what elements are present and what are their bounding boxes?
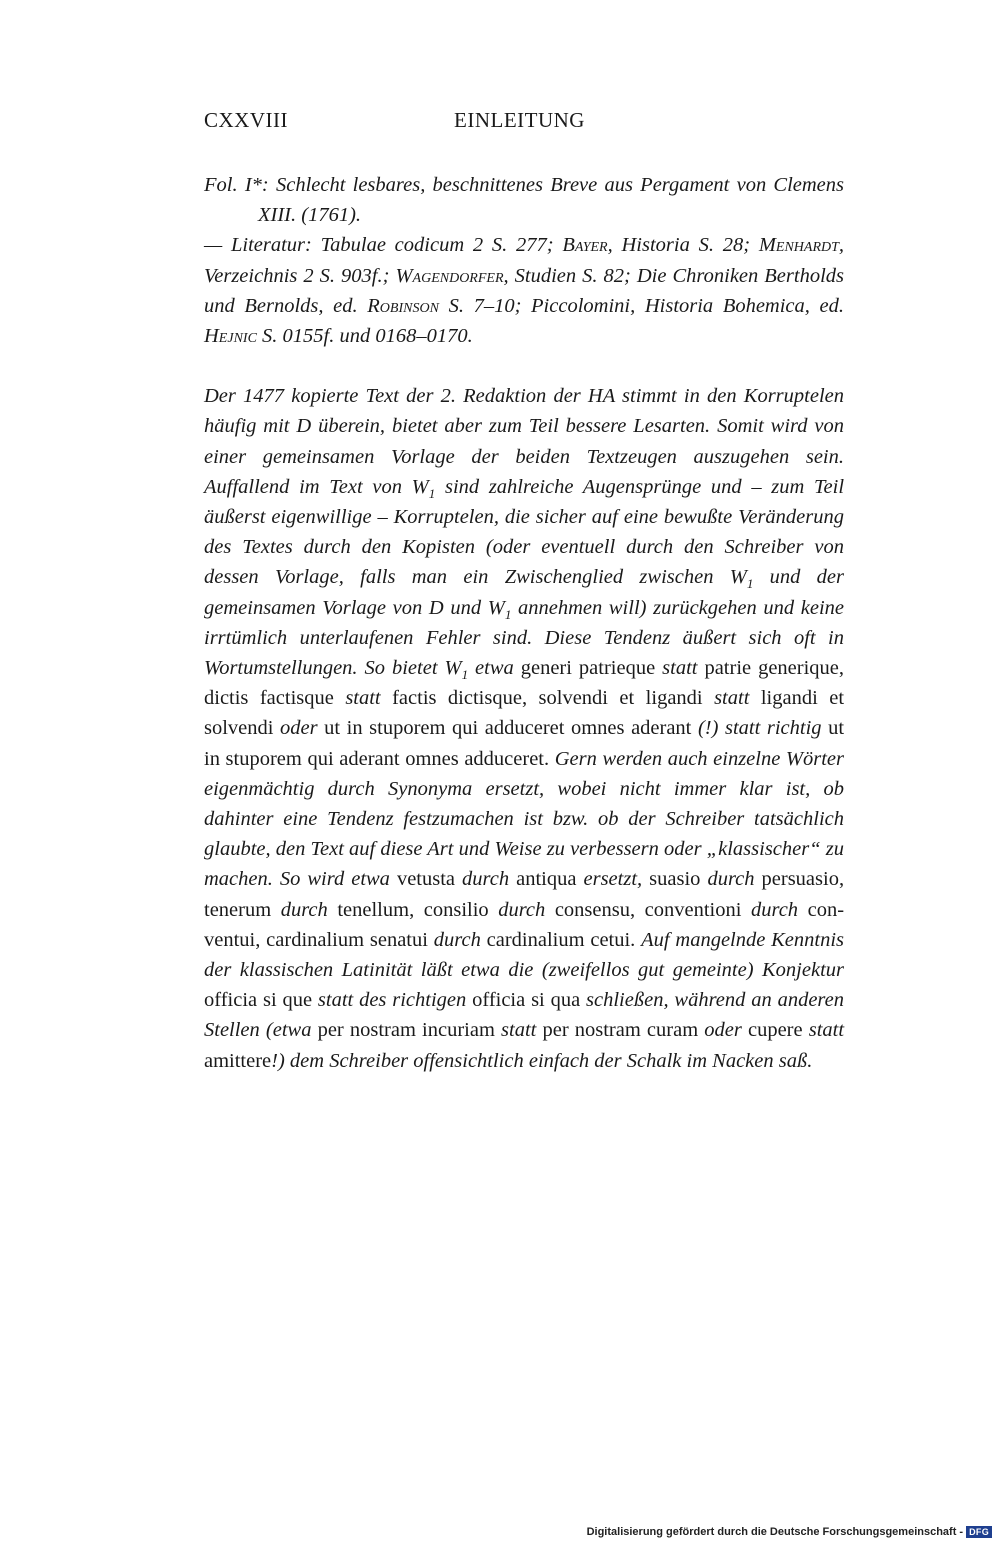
author-hejnic: Hejnic <box>204 325 257 348</box>
dfg-logo: DFG <box>966 1526 992 1538</box>
body-text: annehmen will) zurückgehen und keine irrtümlich unterlaufenen Fehler sind. Diese Tendenz äußert sich oft in Wortumstellungen. So bietet W <box>204 596 845 680</box>
footer-credit: Digitalisierung gefördert durch die Deutsche Forschungsgemeinschaft - <box>586 1526 964 1538</box>
body-text: etwa <box>475 657 514 680</box>
body-text: schließen, während an anderen Stellen (etwa <box>204 989 844 1042</box>
body-paragraph <box>204 381 844 1076</box>
body-text: Gern werden auch einzelne Wörter eigenmächtig durch Synonyma ersetzt, wobei nicht immer klar ist, ob dahinter eine Tendenz festzumachen ist bzw. ob der Schreiber tatsächlich glaubte, den Text auf diese Art und Weise zu verbessern oder „klassischer“ zu machen. So wird etwa <box>204 747 845 891</box>
body-text: ersetzt, <box>583 868 643 891</box>
body-text: Auf mangelnde Kenntnis der klassischen Latinität läßt etwa die (zweifellos gut gemeinte) Konjektur <box>204 928 845 982</box>
subscript: 1 <box>461 667 469 683</box>
body-text: und der gemeinsamen Vorlage von D und W <box>204 566 844 619</box>
body-text: statt <box>662 657 698 680</box>
page-number: CXXVIII <box>204 108 288 132</box>
latin-quote: officia si que <box>204 989 313 1012</box>
literature-text: — Literatur: Tabulae codicum 2 S. 277; <box>204 234 554 257</box>
body-text: statt des richtigen <box>317 989 467 1012</box>
latin-quote: cupere <box>747 1019 803 1042</box>
literature-text: S. 0155f. und 0168–0170. <box>262 325 473 348</box>
latin-quote: patrie generique, dictis factisque <box>204 657 845 710</box>
latin-quote: ligandi et solvendi <box>204 687 845 740</box>
literature-text: , Studien S. 82; Die Chroniken Bertholds und Bernolds, ed. <box>204 264 844 317</box>
latin-quote: officia si qua <box>472 989 581 1012</box>
latin-quote: tenellum, consilio <box>337 898 489 921</box>
body-text: durch <box>750 898 799 921</box>
page-header <box>204 108 844 138</box>
fol-description: Schlecht lesbares, beschnittenes Breve aus Pergament von Clemens XIII. (1761). <box>258 174 845 227</box>
latin-quote: ut in stuporem qui adduceret omnes aderant <box>324 717 692 740</box>
author-wagendorfer: Wagendorfer <box>395 264 504 287</box>
latin-quote: antiqua <box>516 868 577 891</box>
author-robinson: Robinson <box>367 294 439 317</box>
body-text: statt <box>714 687 750 710</box>
latin-quote: cardinalium cetui. <box>486 928 636 951</box>
latin-quote: amittere <box>204 1049 272 1072</box>
body-text: durch <box>280 898 328 921</box>
latin-quote: per nostram curam <box>542 1019 699 1042</box>
body-text: durch <box>433 928 481 951</box>
body-text: durch <box>707 868 755 891</box>
latin-quote: per nostram incuriam <box>317 1019 495 1042</box>
body-text: Der 1477 kopierte Text der 2. Redaktion der HA stimmt in den Korruptelen häufig mit D überein, bietet aber zum Teil bessere Lesarten. Somit wird von einer gemeinsamen Vorlage der beiden Textzeugen auszugehen sein. Auffallend im Text von W <box>204 385 844 498</box>
latin-quote: consensu, conventioni <box>554 898 742 921</box>
digitization-footer <box>587 1526 992 1538</box>
running-head: EINLEITUNG <box>454 108 585 132</box>
body-text: statt <box>501 1019 537 1042</box>
latin-quote: factis dictisque, solvendi et ligandi <box>392 687 703 710</box>
latin-quote: ut in stuporem qui aderant omnes adduceret. <box>204 717 845 770</box>
body-text: sind zahlreiche Augensprünge und – zum Teil äußerst eigenwillige – Korruptelen, die sicher auf eine bewußte Veränderung des Textes durch den Kopisten (oder eventuell durch den Schreiber von dessen Vorlage, falls man ein Zwischenglied zwischen W <box>204 475 845 589</box>
latin-quote: persuasio, tenerum <box>204 868 845 921</box>
subscript: 1 <box>428 485 436 501</box>
text-block <box>204 170 844 1076</box>
latin-quote: suasio <box>649 868 701 891</box>
literature-text: , Verzeichnis 2 S. 903f.; <box>204 234 845 287</box>
subscript: 1 <box>504 606 512 622</box>
latin-quote: conventui, cardinalium senatui <box>204 898 845 951</box>
literature-text: , Historia S. 28; <box>607 234 751 257</box>
latin-quote: generi patrieque <box>520 657 656 680</box>
body-text: oder <box>280 717 318 740</box>
paragraph-spacer <box>204 351 844 381</box>
body-text: durch <box>498 898 546 921</box>
body-text: statt <box>345 687 381 710</box>
body-text: (!) statt richtig <box>697 717 822 740</box>
latin-quote: vetusta <box>396 868 456 891</box>
literature-text: S. 7–10; Piccolomini, Historia Bohemica, ed. <box>448 294 845 317</box>
fol-label: Fol. I*: <box>204 174 269 196</box>
author-menhardt: Menhardt <box>758 234 839 257</box>
literature-list <box>204 230 844 351</box>
author-bayer: Bayer <box>562 234 608 257</box>
subscript: 1 <box>746 576 754 592</box>
body-text: oder <box>704 1019 742 1042</box>
manuscript-entry <box>204 170 844 230</box>
body-text: durch <box>462 868 510 891</box>
body-text: !) dem Schreiber offensichtlich einfach der Schalk im Nacken saß. <box>271 1049 813 1072</box>
body-text: statt <box>808 1019 845 1042</box>
